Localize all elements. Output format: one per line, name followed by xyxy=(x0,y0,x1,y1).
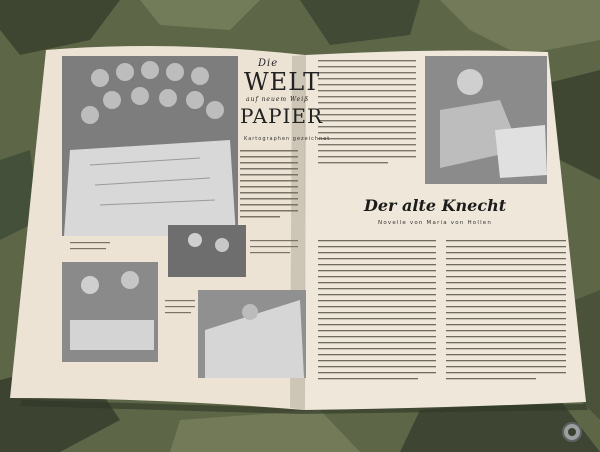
title-main: WELT xyxy=(244,68,321,96)
title-bottom: PAPIER xyxy=(240,104,324,128)
photo-surveyor xyxy=(168,225,246,277)
title-top: Die xyxy=(258,58,279,69)
section-label: Kartographen gezeichnet xyxy=(244,136,331,142)
story-subtitle: Novelle von Maria von Hollen xyxy=(378,220,493,226)
title-mid: auf neuem Weiß xyxy=(246,96,310,103)
story-title: Der alte Knecht xyxy=(364,196,507,215)
